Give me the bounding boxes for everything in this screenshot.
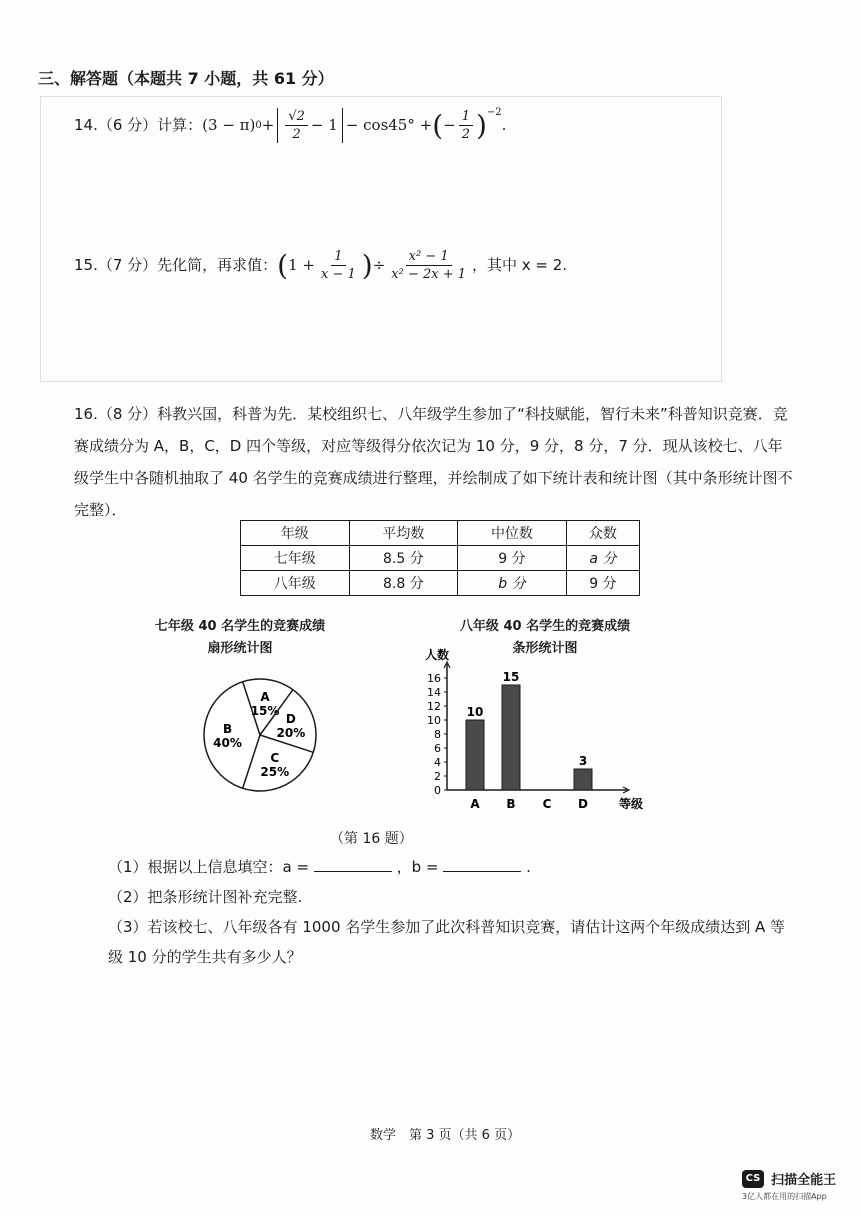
table-header: 平均数: [349, 521, 458, 546]
q14-term1-exponent: 0: [255, 119, 262, 131]
table-header: 中位数: [458, 521, 567, 546]
sub-question-3: （3）若该校七、八年级各有 1000 名学生参加了此次科普知识竞赛，请估计这两个年级成绩达到 A 等级 10 分的学生共有多少人？: [108, 918, 786, 966]
q14-mid: − cos45° +: [345, 116, 433, 134]
q15-paren-open: (: [277, 248, 289, 282]
table-cell: 八年级: [241, 571, 350, 596]
figure-caption: （第 16 题）: [330, 831, 413, 847]
q14-half-num: 1: [459, 110, 473, 126]
table-row: [241, 571, 640, 596]
y-tick-label: 10: [427, 714, 441, 727]
pie-slice-label: 40%: [213, 736, 242, 750]
q14-end: .: [501, 116, 507, 134]
table-cell: 七年级: [241, 546, 350, 571]
pie-slice-label: 25%: [260, 764, 290, 779]
pie-chart-title: [140, 616, 340, 660]
q14-term1: (3 − π): [202, 116, 256, 134]
pie-slice-category: B: [222, 722, 233, 736]
pie-title-line-2: 扇形统计图: [207, 641, 273, 656]
q15-f1-den: x − 1: [321, 267, 356, 282]
section-title: 三、解答题（本题共 7 小题，共 61 分）: [38, 69, 334, 88]
q14-sqrt-den: 2: [292, 127, 301, 142]
watermark-name: 扫描全能王: [771, 1173, 837, 1188]
q15-fraction-1: [318, 250, 359, 281]
bar-data-label: 10: [466, 705, 484, 719]
pie-slice-category: D: [285, 711, 296, 726]
y-tick-label: 6: [434, 742, 441, 755]
sub1-text-b: ，b =: [396, 858, 439, 876]
q14-half-fraction: [459, 110, 473, 141]
stats-table: [240, 520, 640, 596]
table-header: 众数: [566, 521, 639, 546]
q15-one-plus: 1 +: [288, 256, 315, 274]
q14-sqrt-num: √2: [285, 110, 308, 126]
sub-question-1: [108, 852, 788, 882]
y-tick-label: 0: [434, 784, 441, 797]
bar-A: [466, 720, 484, 790]
camscanner-logo-icon: CS: [742, 1170, 764, 1188]
bar-data-label: 15: [502, 670, 520, 684]
y-tick-label: 14: [427, 686, 441, 699]
pie-slice-category: A: [260, 689, 270, 704]
table-cell: 9 分: [458, 546, 567, 571]
table-cell: 9 分: [566, 571, 639, 596]
q15-f2-den: x² − 2x + 1: [391, 267, 467, 282]
q14-absolute-value: [277, 108, 342, 143]
q15-paren-close: ): [361, 248, 373, 282]
pie-slice-label: 20%: [276, 725, 306, 740]
watermark-subtitle: 3亿人都在用的扫描App: [742, 1192, 827, 1201]
table-cell: a 分: [566, 546, 639, 571]
q15-tail: ，其中 x = 2.: [472, 256, 568, 274]
bar-data-label: 3: [578, 754, 588, 768]
sub1-text-a: （1）根据以上信息填空：a =: [108, 858, 310, 876]
table-row: [241, 546, 640, 571]
pie-slice-category: C: [270, 750, 280, 765]
question-16-stem: 16.（8 分）科教兴国，科普为先．某校组织七、八年级学生参加了“科技赋能，智行未来”科普知识竞赛．竞赛成绩分为 A，B，C，D 四个等级，对应等级得分依次记为 10 分，9 分，8 分，7 分．现从该校七、八年级学生中各随机抽取了 40 名学生的竞赛成绩进行整理，并绘制成了如下统计表和统计图（其中条形统计图不完整）．: [74, 405, 793, 519]
x-tick-label: B: [506, 797, 516, 811]
q14-paren-open: (: [432, 108, 444, 142]
pie-chart: [190, 665, 330, 805]
answer-blank-a[interactable]: [314, 857, 392, 872]
table-header-row: [241, 521, 640, 546]
q14-plus: +: [261, 116, 275, 134]
q14-neg: −: [443, 116, 456, 134]
y-tick-label: 4: [434, 756, 441, 769]
q15-f1-num: 1: [331, 250, 345, 266]
q15-divide: ÷: [372, 256, 386, 274]
q14-paren-close: ): [475, 108, 487, 142]
q14-half-den: 2: [461, 127, 470, 142]
q15-fraction-2: [388, 250, 469, 281]
sub-question-2: （2）把条形统计图补充完整.: [108, 888, 303, 906]
question-15: [74, 250, 567, 281]
q14-exponent: −2: [486, 107, 502, 118]
x-tick-label: C: [542, 797, 552, 811]
q15-f2-num: x² − 1: [406, 250, 452, 266]
bar-title-line-2: 条形统计图: [512, 641, 578, 656]
question-14: [74, 108, 506, 143]
table-header: 年级: [241, 521, 350, 546]
y-tick-label: 16: [427, 672, 441, 685]
bar-title-line-1: 八年级 40 名学生的竞赛成绩: [459, 619, 631, 634]
bar-B: [502, 685, 520, 790]
y-tick-label: 8: [434, 728, 441, 741]
pie-slice-label: 15%: [250, 703, 280, 718]
x-tick-label: A: [470, 797, 480, 811]
q14-abs-rest: − 1: [310, 116, 338, 134]
q14-sqrt-fraction: [285, 110, 308, 141]
answer-blank-b[interactable]: [443, 857, 521, 872]
table-cell: b 分: [458, 571, 567, 596]
bar-chart: [415, 645, 655, 815]
table-cell: 8.8 分: [349, 571, 458, 596]
x-axis-label: 等级: [619, 797, 644, 811]
y-axis-label: 人数: [425, 648, 450, 662]
x-tick-label: D: [578, 797, 588, 811]
table-cell: 8.5 分: [349, 546, 458, 571]
sub1-text-c: .: [526, 858, 531, 876]
q15-prefix: 15.（7 分）先化简，再求值：: [74, 256, 278, 274]
bar-D: [574, 769, 592, 790]
q14-prefix: 14.（6 分）计算：: [74, 116, 203, 134]
y-tick-label: 2: [434, 770, 441, 783]
scanner-watermark: [742, 1168, 836, 1202]
pie-title-line-1: 七年级 40 名学生的竞赛成绩: [154, 619, 326, 634]
page-footer: 数学 第 3 页（共 6 页）: [370, 1128, 521, 1143]
y-tick-label: 12: [427, 700, 441, 713]
